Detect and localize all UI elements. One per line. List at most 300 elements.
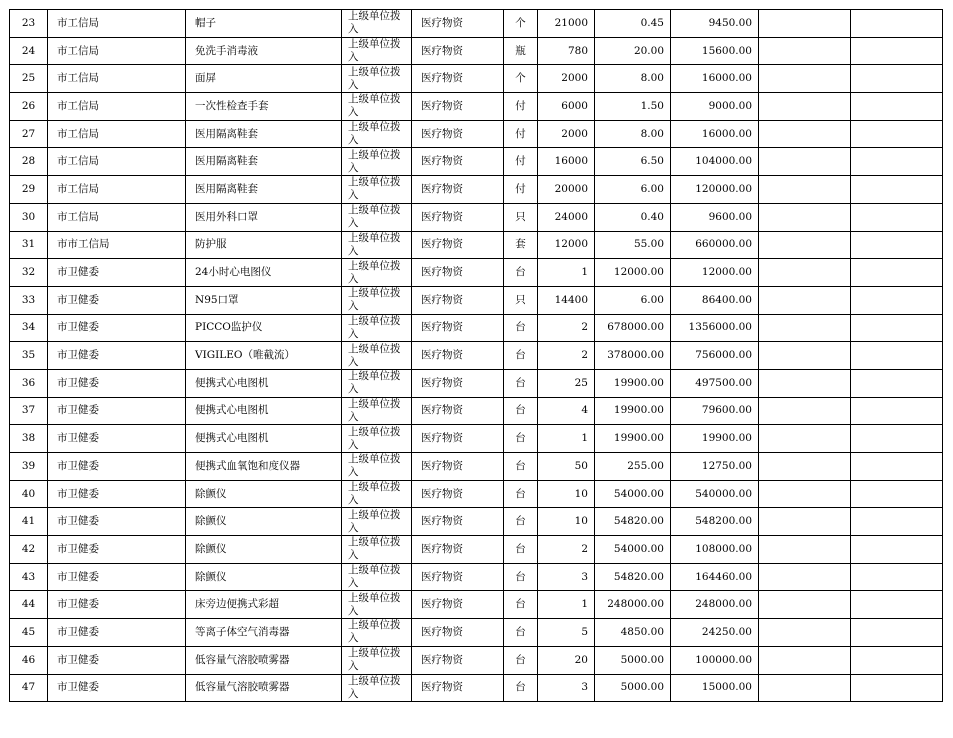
table-body — [10, 10, 943, 702]
amount-cell: 24250.00 — [671, 619, 759, 647]
amount-cell: 79600.00 — [671, 397, 759, 425]
quantity-cell: 16000 — [538, 148, 595, 176]
unit-cell: 台 — [504, 563, 538, 591]
table-row — [10, 536, 943, 564]
department-cell: 市卫健委 — [48, 674, 186, 702]
department-cell: 市卫健委 — [48, 646, 186, 674]
unit-cell: 台 — [504, 342, 538, 370]
source-cell: 上级单位拨入 — [342, 176, 412, 204]
department-cell: 市工信局 — [48, 120, 186, 148]
item-name-cell: 低容量气溶胶喷雾器 — [186, 674, 342, 702]
extra-cell — [851, 37, 943, 65]
unit-cell: 个 — [504, 10, 538, 38]
amount-cell: 248000.00 — [671, 591, 759, 619]
row-number-cell: 25 — [10, 65, 48, 93]
category-cell: 医疗物资 — [412, 203, 504, 231]
row-number-cell: 29 — [10, 176, 48, 204]
item-name-cell: 除颤仪 — [186, 563, 342, 591]
category-cell: 医疗物资 — [412, 342, 504, 370]
unit-cell: 台 — [504, 480, 538, 508]
remark-cell — [759, 10, 851, 38]
department-cell: 市工信局 — [48, 93, 186, 121]
item-name-cell: 医用外科口罩 — [186, 203, 342, 231]
quantity-cell: 20000 — [538, 176, 595, 204]
remark-cell — [759, 286, 851, 314]
source-cell: 上级单位拨入 — [342, 148, 412, 176]
extra-cell — [851, 508, 943, 536]
quantity-cell: 1 — [538, 425, 595, 453]
unit-price-cell: 378000.00 — [595, 342, 671, 370]
extra-cell — [851, 314, 943, 342]
department-cell: 市市工信局 — [48, 231, 186, 259]
source-cell: 上级单位拨入 — [342, 286, 412, 314]
unit-price-cell: 6.00 — [595, 286, 671, 314]
remark-cell — [759, 619, 851, 647]
category-cell: 医疗物资 — [412, 120, 504, 148]
extra-cell — [851, 286, 943, 314]
amount-cell: 16000.00 — [671, 65, 759, 93]
department-cell: 市卫健委 — [48, 286, 186, 314]
quantity-cell: 5 — [538, 619, 595, 647]
remark-cell — [759, 425, 851, 453]
amount-cell: 100000.00 — [671, 646, 759, 674]
unit-cell: 付 — [504, 176, 538, 204]
amount-cell: 12000.00 — [671, 259, 759, 287]
item-name-cell: 面屏 — [186, 65, 342, 93]
table-row — [10, 286, 943, 314]
amount-cell: 86400.00 — [671, 286, 759, 314]
remark-cell — [759, 508, 851, 536]
source-cell: 上级单位拨入 — [342, 425, 412, 453]
unit-price-cell: 8.00 — [595, 65, 671, 93]
amount-cell: 19900.00 — [671, 425, 759, 453]
remark-cell — [759, 65, 851, 93]
item-name-cell: 等离子体空气消毒器 — [186, 619, 342, 647]
amount-cell: 108000.00 — [671, 536, 759, 564]
unit-cell: 台 — [504, 674, 538, 702]
source-cell: 上级单位拨入 — [342, 93, 412, 121]
item-name-cell: 床旁边便携式彩超 — [186, 591, 342, 619]
category-cell: 医疗物资 — [412, 480, 504, 508]
source-cell: 上级单位拨入 — [342, 453, 412, 481]
department-cell: 市卫健委 — [48, 619, 186, 647]
row-number-cell: 36 — [10, 369, 48, 397]
extra-cell — [851, 10, 943, 38]
unit-cell: 个 — [504, 65, 538, 93]
source-cell: 上级单位拨入 — [342, 674, 412, 702]
row-number-cell: 33 — [10, 286, 48, 314]
row-number-cell: 23 — [10, 10, 48, 38]
category-cell: 医疗物资 — [412, 646, 504, 674]
source-cell: 上级单位拨入 — [342, 37, 412, 65]
row-number-cell: 34 — [10, 314, 48, 342]
unit-cell: 台 — [504, 369, 538, 397]
amount-cell: 548200.00 — [671, 508, 759, 536]
department-cell: 市卫健委 — [48, 342, 186, 370]
table-row — [10, 37, 943, 65]
quantity-cell: 6000 — [538, 93, 595, 121]
unit-cell: 台 — [504, 619, 538, 647]
unit-price-cell: 6.50 — [595, 148, 671, 176]
remark-cell — [759, 176, 851, 204]
source-cell: 上级单位拨入 — [342, 369, 412, 397]
table-row — [10, 93, 943, 121]
unit-cell: 套 — [504, 231, 538, 259]
department-cell: 市卫健委 — [48, 508, 186, 536]
category-cell: 医疗物资 — [412, 176, 504, 204]
extra-cell — [851, 203, 943, 231]
quantity-cell: 3 — [538, 563, 595, 591]
extra-cell — [851, 342, 943, 370]
row-number-cell: 35 — [10, 342, 48, 370]
source-cell: 上级单位拨入 — [342, 508, 412, 536]
department-cell: 市卫健委 — [48, 536, 186, 564]
remark-cell — [759, 259, 851, 287]
table-row — [10, 65, 943, 93]
extra-cell — [851, 453, 943, 481]
source-cell: 上级单位拨入 — [342, 314, 412, 342]
department-cell: 市工信局 — [48, 203, 186, 231]
unit-price-cell: 20.00 — [595, 37, 671, 65]
unit-price-cell: 678000.00 — [595, 314, 671, 342]
item-name-cell: 医用隔离鞋套 — [186, 120, 342, 148]
unit-cell: 只 — [504, 286, 538, 314]
department-cell: 市卫健委 — [48, 314, 186, 342]
quantity-cell: 2000 — [538, 65, 595, 93]
category-cell: 医疗物资 — [412, 453, 504, 481]
table-row — [10, 231, 943, 259]
extra-cell — [851, 176, 943, 204]
department-cell: 市卫健委 — [48, 425, 186, 453]
source-cell: 上级单位拨入 — [342, 120, 412, 148]
quantity-cell: 20 — [538, 646, 595, 674]
row-number-cell: 30 — [10, 203, 48, 231]
extra-cell — [851, 480, 943, 508]
department-cell: 市卫健委 — [48, 369, 186, 397]
unit-cell: 付 — [504, 93, 538, 121]
quantity-cell: 21000 — [538, 10, 595, 38]
quantity-cell: 14400 — [538, 286, 595, 314]
row-number-cell: 46 — [10, 646, 48, 674]
amount-cell: 9450.00 — [671, 10, 759, 38]
amount-cell: 164460.00 — [671, 563, 759, 591]
department-cell: 市卫健委 — [48, 480, 186, 508]
table-row — [10, 342, 943, 370]
remark-cell — [759, 563, 851, 591]
remark-cell — [759, 342, 851, 370]
extra-cell — [851, 536, 943, 564]
amount-cell: 660000.00 — [671, 231, 759, 259]
remark-cell — [759, 536, 851, 564]
extra-cell — [851, 646, 943, 674]
row-number-cell: 27 — [10, 120, 48, 148]
item-name-cell: 一次性检查手套 — [186, 93, 342, 121]
row-number-cell: 26 — [10, 93, 48, 121]
unit-price-cell: 4850.00 — [595, 619, 671, 647]
category-cell: 医疗物资 — [412, 591, 504, 619]
item-name-cell: 帽子 — [186, 10, 342, 38]
unit-price-cell: 0.40 — [595, 203, 671, 231]
category-cell: 医疗物资 — [412, 508, 504, 536]
amount-cell: 12750.00 — [671, 453, 759, 481]
department-cell: 市卫健委 — [48, 259, 186, 287]
unit-cell: 瓶 — [504, 37, 538, 65]
unit-cell: 台 — [504, 591, 538, 619]
quantity-cell: 2000 — [538, 120, 595, 148]
unit-cell: 台 — [504, 397, 538, 425]
unit-cell: 台 — [504, 646, 538, 674]
category-cell: 医疗物资 — [412, 397, 504, 425]
quantity-cell: 4 — [538, 397, 595, 425]
row-number-cell: 40 — [10, 480, 48, 508]
department-cell: 市卫健委 — [48, 591, 186, 619]
unit-price-cell: 0.45 — [595, 10, 671, 38]
department-cell: 市工信局 — [48, 10, 186, 38]
table-row — [10, 591, 943, 619]
quantity-cell: 2 — [538, 342, 595, 370]
department-cell: 市工信局 — [48, 37, 186, 65]
remark-cell — [759, 397, 851, 425]
table-row — [10, 148, 943, 176]
remark-cell — [759, 37, 851, 65]
unit-cell: 台 — [504, 314, 538, 342]
row-number-cell: 32 — [10, 259, 48, 287]
item-name-cell: 医用隔离鞋套 — [186, 148, 342, 176]
table-row — [10, 646, 943, 674]
amount-cell: 497500.00 — [671, 369, 759, 397]
source-cell: 上级单位拨入 — [342, 646, 412, 674]
item-name-cell: 防护服 — [186, 231, 342, 259]
item-name-cell: VIGILEO（唯截流） — [186, 342, 342, 370]
item-name-cell: 除颤仪 — [186, 480, 342, 508]
category-cell: 医疗物资 — [412, 148, 504, 176]
remark-cell — [759, 674, 851, 702]
item-name-cell: 低容量气溶胶喷雾器 — [186, 646, 342, 674]
unit-price-cell: 12000.00 — [595, 259, 671, 287]
source-cell: 上级单位拨入 — [342, 203, 412, 231]
quantity-cell: 1 — [538, 259, 595, 287]
category-cell: 医疗物资 — [412, 37, 504, 65]
table-row — [10, 203, 943, 231]
table-row — [10, 10, 943, 38]
quantity-cell: 10 — [538, 508, 595, 536]
source-cell: 上级单位拨入 — [342, 65, 412, 93]
category-cell: 医疗物资 — [412, 93, 504, 121]
category-cell: 医疗物资 — [412, 65, 504, 93]
quantity-cell: 3 — [538, 674, 595, 702]
category-cell: 医疗物资 — [412, 619, 504, 647]
remark-cell — [759, 591, 851, 619]
row-number-cell: 47 — [10, 674, 48, 702]
quantity-cell: 2 — [538, 536, 595, 564]
row-number-cell: 39 — [10, 453, 48, 481]
amount-cell: 540000.00 — [671, 480, 759, 508]
unit-price-cell: 248000.00 — [595, 591, 671, 619]
row-number-cell: 24 — [10, 37, 48, 65]
department-cell: 市卫健委 — [48, 397, 186, 425]
item-name-cell: 除颤仪 — [186, 536, 342, 564]
amount-cell: 104000.00 — [671, 148, 759, 176]
unit-price-cell: 55.00 — [595, 231, 671, 259]
item-name-cell: 免洗手消毒液 — [186, 37, 342, 65]
item-name-cell: 24小时心电图仪 — [186, 259, 342, 287]
quantity-cell: 1 — [538, 591, 595, 619]
amount-cell: 9000.00 — [671, 93, 759, 121]
item-name-cell: PICCO监护仪 — [186, 314, 342, 342]
table-row — [10, 259, 943, 287]
row-number-cell: 37 — [10, 397, 48, 425]
table-row — [10, 369, 943, 397]
amount-cell: 15000.00 — [671, 674, 759, 702]
unit-price-cell: 1.50 — [595, 93, 671, 121]
unit-price-cell: 8.00 — [595, 120, 671, 148]
quantity-cell: 780 — [538, 37, 595, 65]
table-row — [10, 480, 943, 508]
row-number-cell: 41 — [10, 508, 48, 536]
remark-cell — [759, 203, 851, 231]
department-cell: 市工信局 — [48, 65, 186, 93]
source-cell: 上级单位拨入 — [342, 231, 412, 259]
category-cell: 医疗物资 — [412, 674, 504, 702]
item-name-cell: 除颤仪 — [186, 508, 342, 536]
item-name-cell: 医用隔离鞋套 — [186, 176, 342, 204]
unit-cell: 付 — [504, 120, 538, 148]
table-row — [10, 425, 943, 453]
row-number-cell: 42 — [10, 536, 48, 564]
table-row — [10, 563, 943, 591]
item-name-cell: 便携式心电图机 — [186, 425, 342, 453]
category-cell: 医疗物资 — [412, 369, 504, 397]
extra-cell — [851, 674, 943, 702]
row-number-cell: 43 — [10, 563, 48, 591]
department-cell: 市工信局 — [48, 148, 186, 176]
remark-cell — [759, 369, 851, 397]
unit-price-cell: 54820.00 — [595, 563, 671, 591]
item-name-cell: N95口罩 — [186, 286, 342, 314]
item-name-cell: 便携式心电图机 — [186, 369, 342, 397]
remark-cell — [759, 93, 851, 121]
unit-price-cell: 255.00 — [595, 453, 671, 481]
source-cell: 上级单位拨入 — [342, 536, 412, 564]
category-cell: 医疗物资 — [412, 425, 504, 453]
item-name-cell: 便携式心电图机 — [186, 397, 342, 425]
source-cell: 上级单位拨入 — [342, 342, 412, 370]
quantity-cell: 10 — [538, 480, 595, 508]
source-cell: 上级单位拨入 — [342, 619, 412, 647]
category-cell: 医疗物资 — [412, 10, 504, 38]
remark-cell — [759, 646, 851, 674]
remark-cell — [759, 120, 851, 148]
unit-price-cell: 5000.00 — [595, 646, 671, 674]
amount-cell: 120000.00 — [671, 176, 759, 204]
row-number-cell: 44 — [10, 591, 48, 619]
table-row — [10, 619, 943, 647]
department-cell: 市卫健委 — [48, 563, 186, 591]
table-row — [10, 314, 943, 342]
row-number-cell: 45 — [10, 619, 48, 647]
remark-cell — [759, 453, 851, 481]
row-number-cell: 38 — [10, 425, 48, 453]
category-cell: 医疗物资 — [412, 259, 504, 287]
category-cell: 医疗物资 — [412, 314, 504, 342]
unit-price-cell: 5000.00 — [595, 674, 671, 702]
unit-price-cell: 19900.00 — [595, 425, 671, 453]
table-row — [10, 453, 943, 481]
unit-price-cell: 19900.00 — [595, 397, 671, 425]
extra-cell — [851, 65, 943, 93]
remark-cell — [759, 231, 851, 259]
remark-cell — [759, 480, 851, 508]
source-cell: 上级单位拨入 — [342, 563, 412, 591]
extra-cell — [851, 397, 943, 425]
category-cell: 医疗物资 — [412, 286, 504, 314]
extra-cell — [851, 591, 943, 619]
unit-price-cell: 54820.00 — [595, 508, 671, 536]
item-name-cell: 便携式血氧饱和度仪器 — [186, 453, 342, 481]
unit-cell: 台 — [504, 536, 538, 564]
extra-cell — [851, 619, 943, 647]
department-cell: 市工信局 — [48, 176, 186, 204]
quantity-cell: 12000 — [538, 231, 595, 259]
unit-cell: 只 — [504, 203, 538, 231]
remark-cell — [759, 148, 851, 176]
source-cell: 上级单位拨入 — [342, 591, 412, 619]
unit-cell: 付 — [504, 148, 538, 176]
extra-cell — [851, 369, 943, 397]
unit-cell: 台 — [504, 453, 538, 481]
quantity-cell: 24000 — [538, 203, 595, 231]
source-cell: 上级单位拨入 — [342, 480, 412, 508]
quantity-cell: 25 — [538, 369, 595, 397]
category-cell: 医疗物资 — [412, 536, 504, 564]
table-row — [10, 120, 943, 148]
extra-cell — [851, 259, 943, 287]
extra-cell — [851, 120, 943, 148]
amount-cell: 9600.00 — [671, 203, 759, 231]
unit-price-cell: 19900.00 — [595, 369, 671, 397]
unit-price-cell: 54000.00 — [595, 480, 671, 508]
department-cell: 市卫健委 — [48, 453, 186, 481]
source-cell: 上级单位拨入 — [342, 259, 412, 287]
extra-cell — [851, 425, 943, 453]
amount-cell: 16000.00 — [671, 120, 759, 148]
remark-cell — [759, 314, 851, 342]
row-number-cell: 31 — [10, 231, 48, 259]
source-cell: 上级单位拨入 — [342, 397, 412, 425]
extra-cell — [851, 231, 943, 259]
extra-cell — [851, 148, 943, 176]
quantity-cell: 50 — [538, 453, 595, 481]
source-cell: 上级单位拨入 — [342, 10, 412, 38]
unit-cell: 台 — [504, 259, 538, 287]
unit-price-cell: 54000.00 — [595, 536, 671, 564]
extra-cell — [851, 563, 943, 591]
row-number-cell: 28 — [10, 148, 48, 176]
extra-cell — [851, 93, 943, 121]
unit-price-cell: 6.00 — [595, 176, 671, 204]
table-row — [10, 674, 943, 702]
unit-cell: 台 — [504, 508, 538, 536]
amount-cell: 15600.00 — [671, 37, 759, 65]
supplies-table — [9, 9, 943, 702]
table-row — [10, 508, 943, 536]
amount-cell: 1356000.00 — [671, 314, 759, 342]
category-cell: 医疗物资 — [412, 231, 504, 259]
quantity-cell: 2 — [538, 314, 595, 342]
unit-cell: 台 — [504, 425, 538, 453]
amount-cell: 756000.00 — [671, 342, 759, 370]
table-row — [10, 176, 943, 204]
